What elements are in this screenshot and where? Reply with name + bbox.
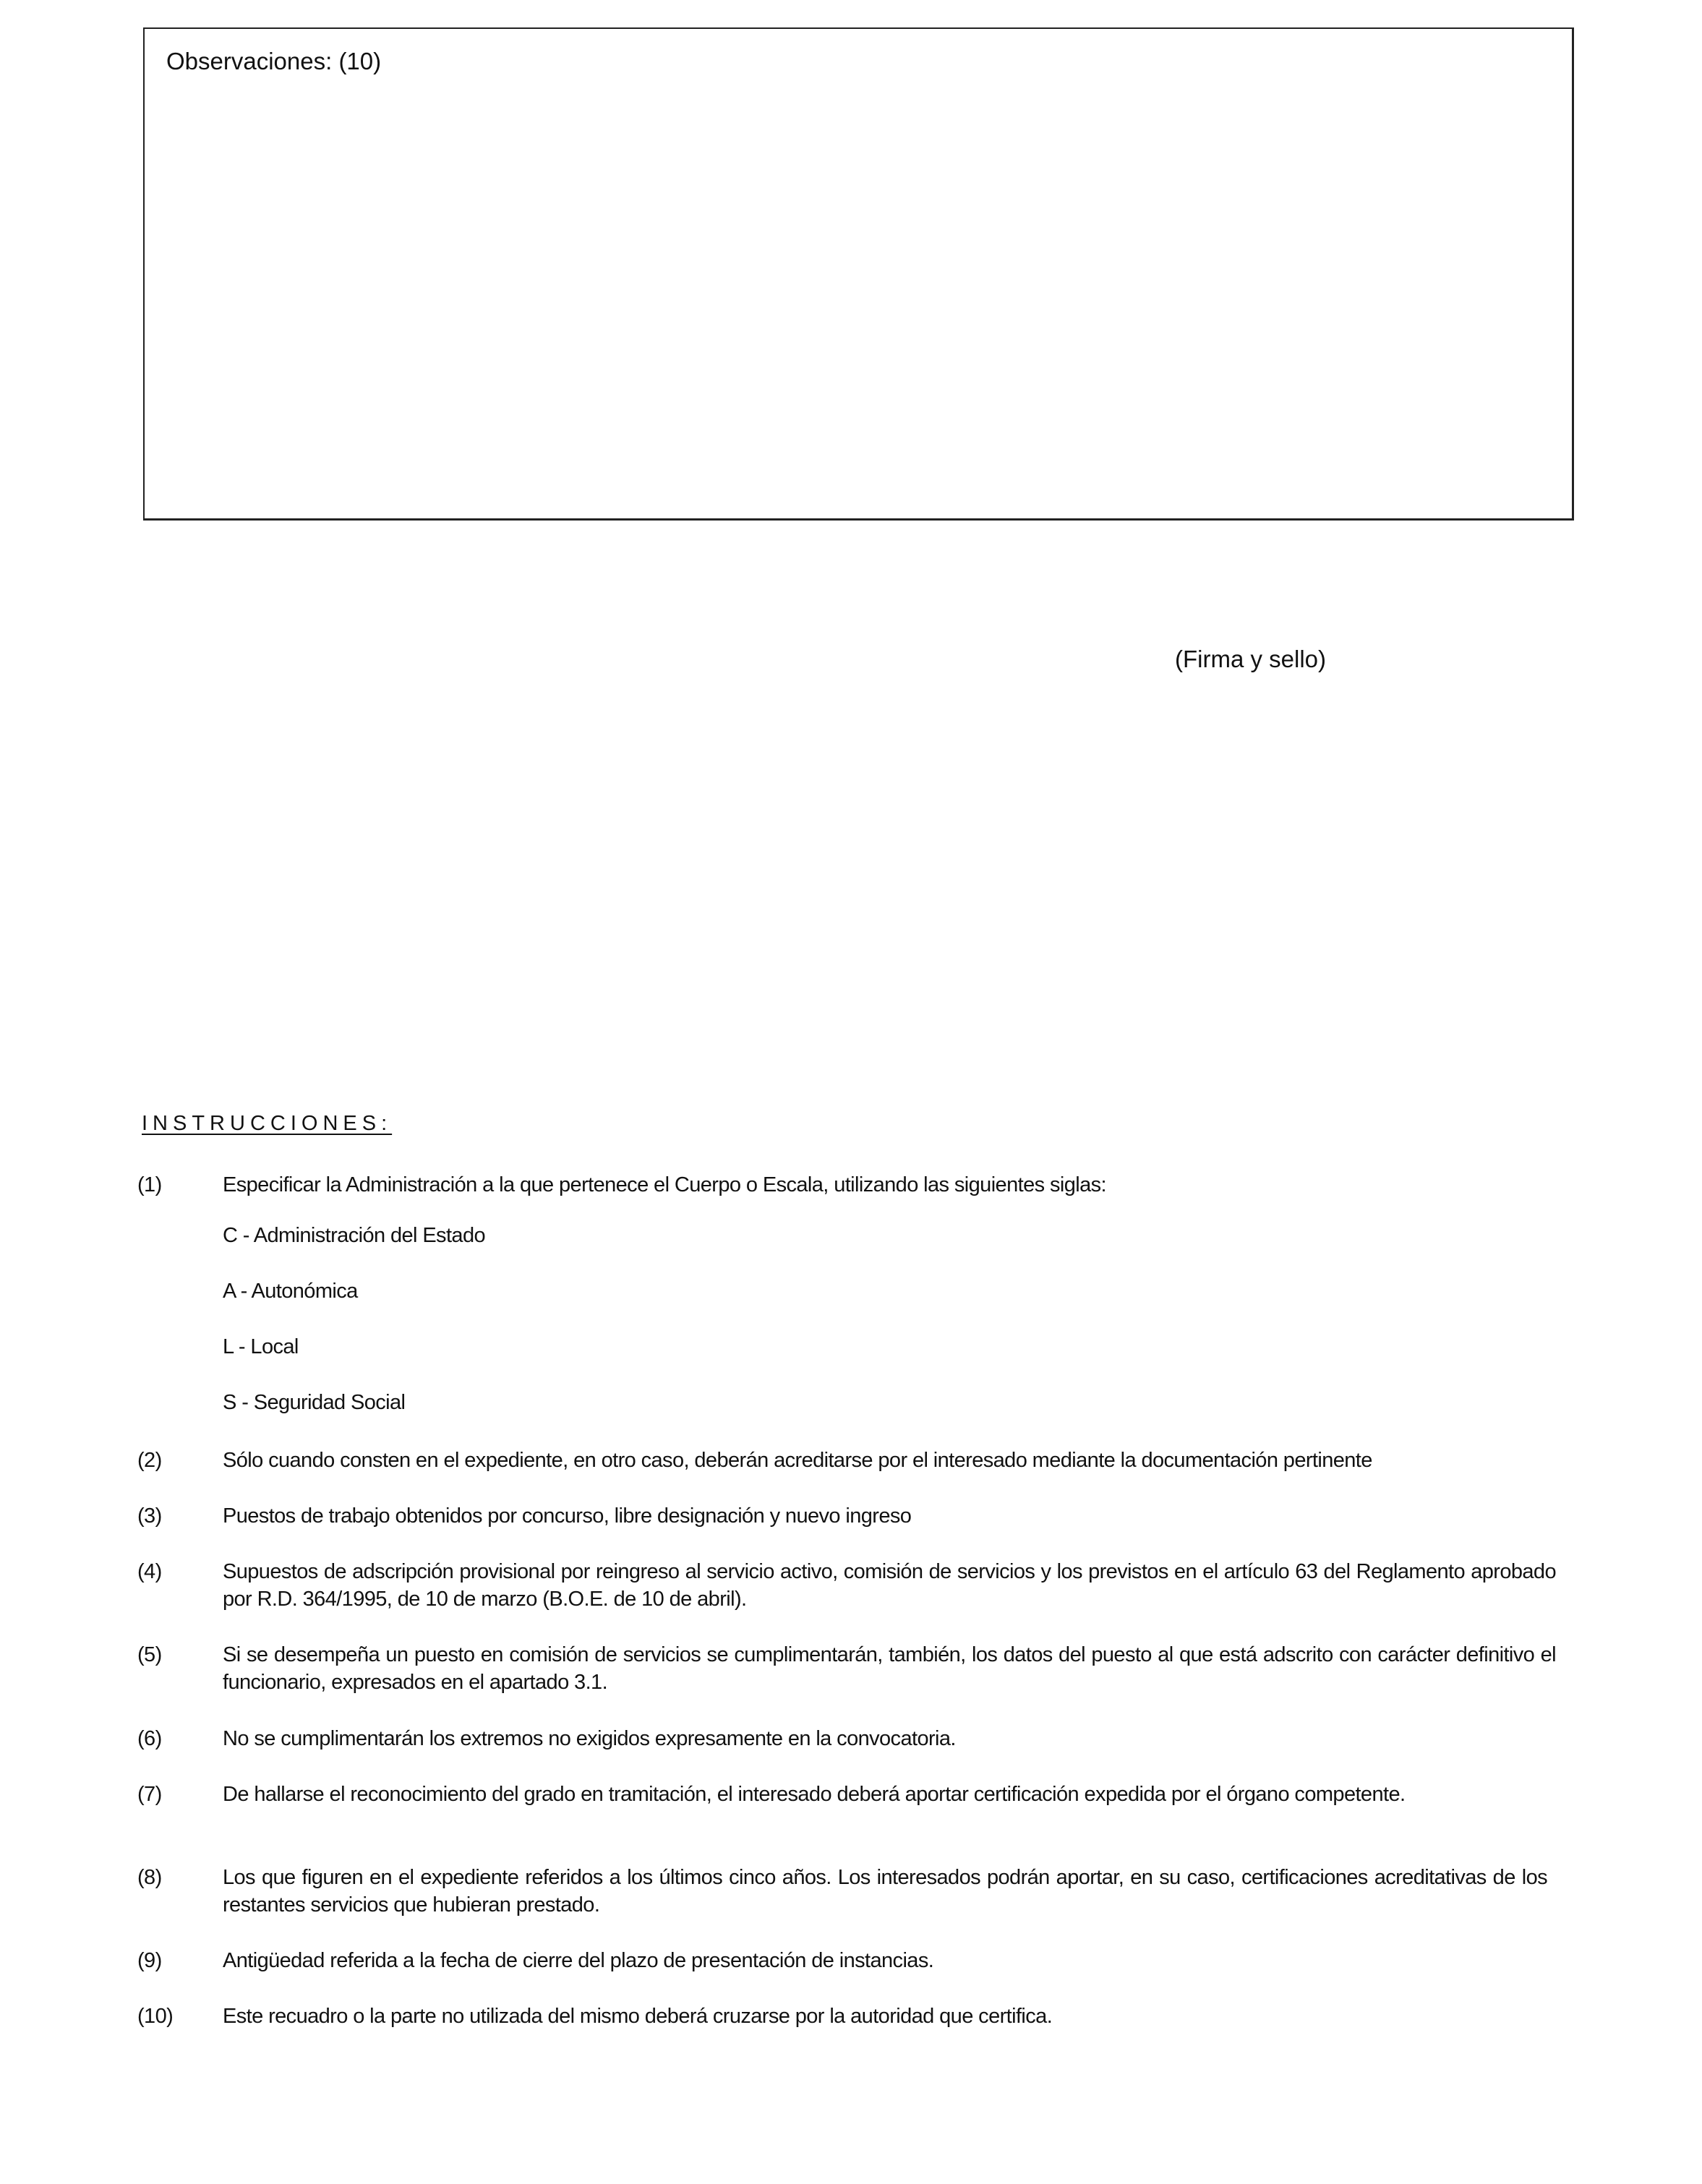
sigla-item: L - Local [223, 1335, 299, 1358]
item-text: No se cumplimentarán los extremos no exigidos expresamente en la convocatoria. [223, 1727, 956, 1750]
item-number: (6) [137, 1727, 162, 1750]
item-number: (7) [137, 1783, 162, 1806]
item-number: (8) [137, 1866, 162, 1889]
item-text: Puestos de trabajo obtenidos por concurso, libre designación y nuevo ingreso [223, 1504, 912, 1528]
sigla-item: A - Autonómica [223, 1280, 358, 1303]
item-number: (10) [137, 2005, 174, 2028]
observations-label: Observaciones: (10) [166, 48, 382, 74]
item-text: Sólo cuando consten en el expediente, en otro caso, deberán acreditarse por el interesado mediante la documentación pertinente [223, 1449, 1372, 1472]
item-number: (1) [137, 1173, 162, 1196]
item-number: (3) [137, 1504, 162, 1528]
item-number: (2) [137, 1449, 162, 1472]
observations-box [143, 27, 1574, 521]
sigla-item: C - Administración del Estado [223, 1224, 485, 1247]
item-text: Especificar la Administración a la que pertenece el Cuerpo o Escala, utilizando las siguientes siglas: [223, 1173, 1106, 1196]
sigla-item: S - Seguridad Social [223, 1391, 406, 1414]
item-text: Supuestos de adscripción provisional por reingreso al servicio activo, comisión de servicios y los previstos en el artículo 63 del Reglamento aprobado por R.D. 364/1995, de 10 de marzo (B.O.E. de 10 de abril). [223, 1560, 1556, 1611]
item-number: (5) [137, 1643, 162, 1666]
item-text: Este recuadro o la parte no utilizada del mismo deberá cruzarse por la autoridad que certifica. [223, 2005, 1053, 2028]
item-text: Los que figuren en el expediente referidos a los últimos cinco años. Los interesados podrán aportar, en su caso, certificaciones acreditativas de los restantes servicios que hubieran prestado. [223, 1866, 1547, 1917]
instructions-heading: INSTRUCCIONES: [142, 1112, 393, 1135]
item-text: Antigüedad referida a la fecha de cierre del plazo de presentación de instancias. [223, 1949, 934, 1972]
item-number: (4) [137, 1560, 162, 1583]
item-text: De hallarse el reconocimiento del grado en tramitación, el interesado deberá aportar certificación expedida por el órgano competente. [223, 1783, 1406, 1806]
signature-label: (Firma y sello) [1175, 646, 1327, 672]
item-text: Si se desempeña un puesto en comisión de servicios se cumplimentarán, también, los datos del puesto al que está adscrito con carácter definitivo el funcionario, expresados en el apartado 3.1. [223, 1643, 1556, 1694]
item-number: (9) [137, 1949, 162, 1972]
